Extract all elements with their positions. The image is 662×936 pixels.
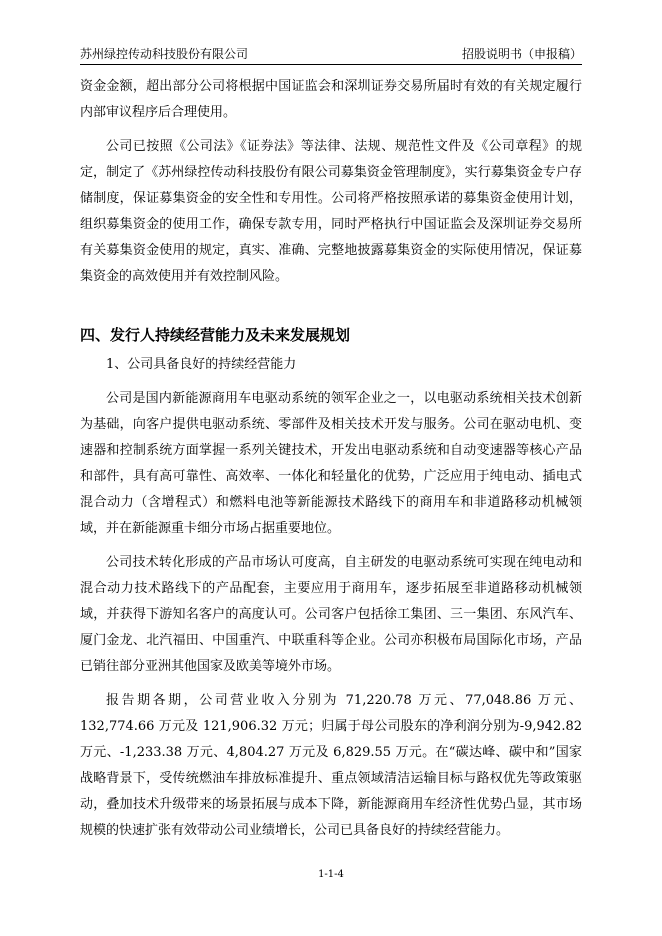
subsection-heading: 1、公司具备良好的持续经营能力	[106, 357, 297, 372]
body-paragraph: 公司是国内新能源商用车电驱动系统的领军企业之一，以电驱动系统相关技术创新为基础，向客户提供电驱动系统、零部件及相关技术开发与服务。公司在驱动电机、变速器和控制系统方面掌握一系列关键技术，开发出电驱动系统和自动变速器等核心产品和部件，具有高可靠性、高效率、一体化和轻量化的优势，广泛应用于纯电动、插电式混合动力（含增程式）和燃料电池等新能源技术路线下的商用车和非道路移动机械领域，并在新能源重卡细分市场占据重要地位。	[80, 391, 582, 536]
page-header	[80, 44, 582, 65]
header-document-type: 招股说明书（申报稿）	[461, 47, 582, 61]
page-number: 1-1-4	[318, 869, 344, 880]
body-paragraph: 公司已按照《公司法》《证券法》等法律、法规、规范性文件及《公司章程》的规定，制定了《苏州绿控传动科技股份有限公司募集资金管理制度》，实行募集资金专户存储制度，保证募集资金的安全性和专用性。公司将严格按照承诺的募集资金使用计划，组织募集资金的使用工作，确保专款专用，同时严格执行中国证监会及深圳证券交易所有关募集资金使用的规定，真实、准确、完整地披露募集资金的实际使用情况，保证募集资金的高效使用并有效控制风险。	[80, 139, 582, 284]
page-body	[80, 74, 582, 852]
body-paragraph: 资金金额，超出部分公司将根据中国证监会和深圳证券交易所届时有效的有关规定履行内部审议程序后合理使用。	[80, 79, 582, 120]
header-company-name: 苏州绿控传动科技股份有限公司	[80, 47, 249, 61]
section-heading: 四、发行人持续经营能力及未来发展规划	[80, 326, 351, 344]
body-paragraph: 报告期各期，公司营业收入分别为 71,220.78 万元、77,048.86 万元、132,774.66 万元及 121,906.32 万元；归属于母公司股东的净利润分别为-9,942.82 万元、-1,233.38 万元、4,804.27 万元及 6,829.55 万元。在“碳达峰、碳中和”国家战略背景下，受传统燃油车排放标准提升、重点领域清洁运输目标与路权优先等政策驱动，叠加技术升级带来的场景拓展与成本下降，新能源商用车经济性优势凸显，其市场规模的快速扩张有效带动公司业绩增长，公司已具备良好的持续经营能力。	[80, 693, 582, 838]
body-paragraph: 公司技术转化形成的产品市场认可度高，自主研发的电驱动系统可实现在纯电动和混合动力技术路线下的产品配套，主要应用于商用车，逐步拓展至非道路移动机械领域，并获得下游知名客户的高度认可。公司客户包括徐工集团、三一集团、东风汽车、厦门金龙、北汽福田、中国重汽、中联重科等企业。公司亦积极布局国际化市场，产品已销往部分亚洲其他国家及欧美等境外市场。	[80, 555, 582, 674]
